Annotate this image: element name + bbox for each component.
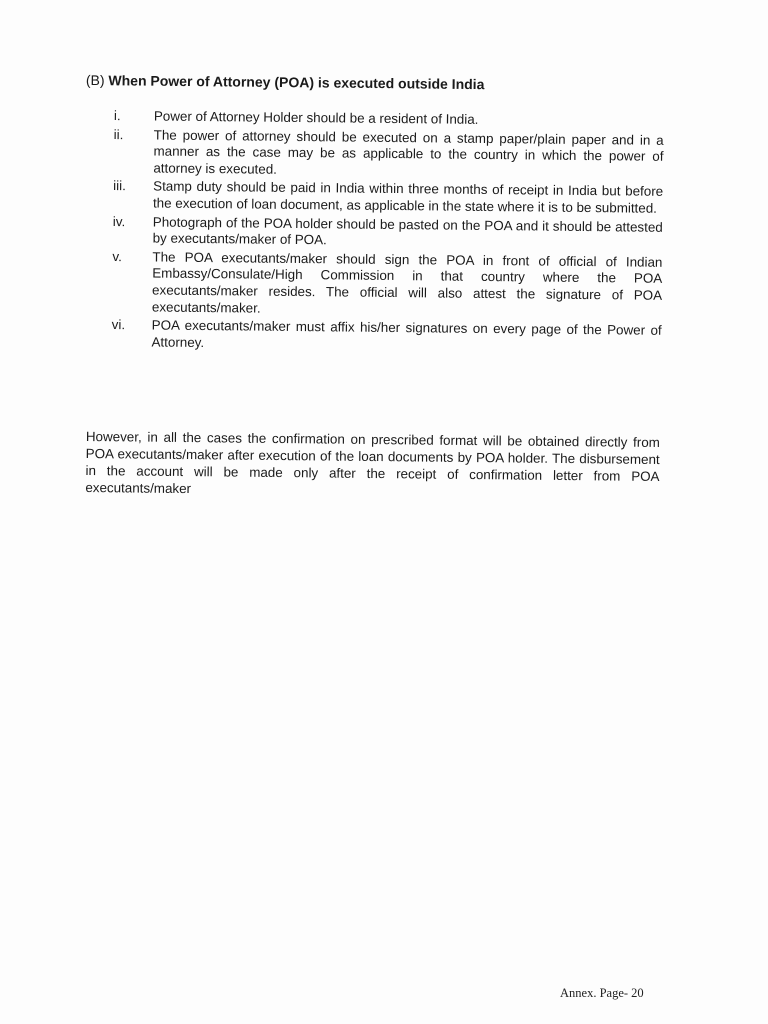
list-item [106, 249, 663, 321]
list-item-numeral: vi. [111, 317, 126, 333]
list-item-text: The POA executants/maker should sign the POA in front of official of Indian Embassy/Consulate/High Commission in that country where the POA executants/maker resides. The official will also attest the signature of POA executants/maker. [151, 249, 663, 316]
list-item [107, 178, 663, 217]
list-item-numeral: iii. [113, 178, 126, 194]
section-title: When Power of Attorney (POA) is executed outside India [108, 72, 485, 93]
list-item-text: Photograph of the POA holder should be pasted on the POA and it should be attested by executants/maker of POA. [152, 214, 663, 248]
list-item-numeral: i. [113, 108, 121, 124]
list-item [107, 214, 663, 253]
page-number-footer: Annex. Page- 20 [560, 986, 644, 1000]
list-item-text: Stamp duty should be paid in India within three months of receipt in India but before the execution of loan document, as applicable in the state where it is to be submitted. [152, 178, 664, 216]
list-item-numeral: iv. [112, 213, 126, 229]
section-heading [86, 70, 566, 95]
closing-paragraph: However, in all the cases the confirmation on prescribed format will be obtained directly from POA executants/maker after execution of the loan documents by POA holder. The disbursement in the account will be made only after the receipt of confirmation letter from POA executants/maker [85, 428, 660, 497]
section-prefix: (B) [85, 71, 105, 89]
list-item-numeral: v. [112, 248, 122, 264]
list-item [105, 317, 661, 356]
poa-conditions-list [105, 108, 664, 358]
list-item-text: Power of Attorney Holder should be a resident of India. [153, 108, 479, 127]
list-item [107, 127, 663, 183]
list-item-text: The power of attorney should be executed on a stamp paper/plain paper and in a manner as the case may be as applicable to the country in which the power of attorney is executed. [153, 127, 664, 177]
list-item-numeral: ii. [113, 126, 124, 142]
list-item-text: POA executants/maker must affix his/her signatures on every page of the Power of Attorney. [151, 317, 662, 350]
